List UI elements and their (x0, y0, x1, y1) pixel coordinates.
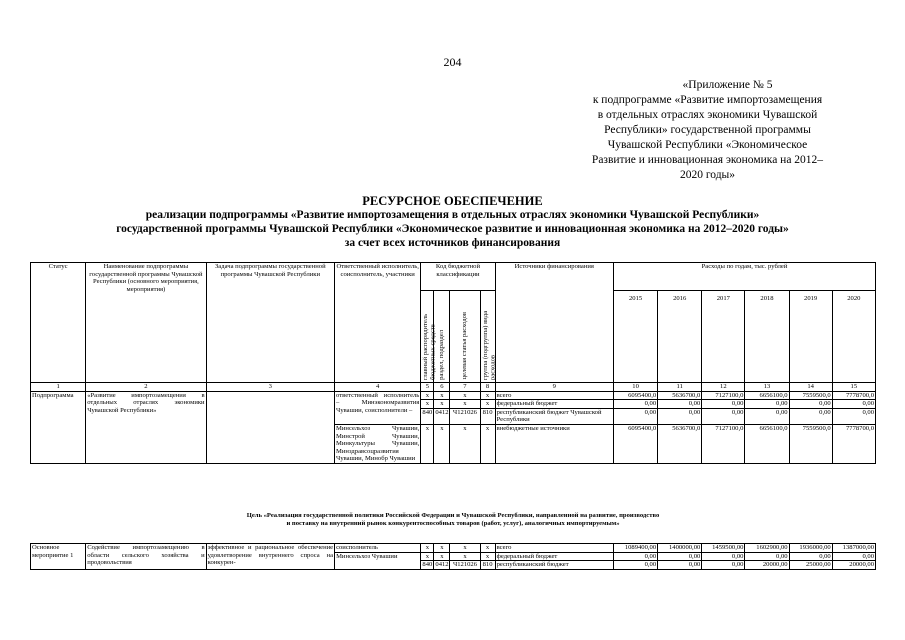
column-number: 4 (335, 383, 421, 392)
event-table (30, 543, 876, 570)
column-number: 7 (450, 383, 480, 392)
header-code-section: раздел, подраздел (434, 291, 450, 383)
goal-line: и поставку на внутренний рынок конкурентоспособных товаров (работ, услуг), аналогичных импортируемым» (286, 520, 620, 527)
column-number: 1 (31, 383, 86, 392)
cell-value: 5636700,0 (658, 424, 702, 463)
appendix-line: 2020 годы» (679, 169, 736, 181)
cell-value: 0,00 (789, 400, 832, 409)
cell-value: 0,00 (745, 552, 789, 561)
cell-value: 6656100,0 (745, 424, 789, 463)
cell-value: 0,00 (789, 552, 832, 561)
cell-grbs: x (421, 552, 434, 561)
cell-group: x (480, 424, 495, 463)
cell-value: 1602900,00 (745, 544, 789, 553)
cell-article: Ч121026 (450, 408, 480, 424)
cell-source: республиканский бюджет (495, 561, 613, 570)
cell-value: 7778700,0 (832, 424, 875, 463)
header-year: 2020 (832, 291, 875, 383)
event-executor-b: Минсельхоз Чувашии (335, 552, 421, 569)
cell-group: x (480, 391, 495, 400)
header-year: 2015 (614, 291, 658, 383)
header-year: 2017 (702, 291, 745, 383)
cell-article: Ч121026 (450, 561, 480, 570)
title-line: реализации подпрограммы «Развитие импортозамещения в отдельных отраслях экономики Чувашской Республики» (145, 209, 760, 221)
header-code-group: группа (подгруппа) вида расходов (480, 291, 495, 383)
header-year: 2016 (658, 291, 702, 383)
cell-group: 810 (480, 561, 495, 570)
header-expenses: Расходы по годам, тыс. рублей (614, 263, 876, 291)
goal-statement (30, 512, 876, 528)
cell-value: 0,00 (658, 400, 702, 409)
goal-line: Цель «Реализация государственной политики Российской Федерации и Чувашской Республики, направленной на развитие, производство (246, 512, 660, 519)
column-number: 15 (832, 383, 875, 392)
column-number: 14 (789, 383, 832, 392)
cell-value: 0,00 (613, 552, 657, 561)
cell-group: x (480, 544, 495, 553)
appendix-line: «Приложение № 5 (682, 79, 773, 91)
cell-value: 0,00 (702, 561, 745, 570)
cell-section: x (434, 552, 450, 561)
cell-source: всего (495, 391, 613, 400)
cell-value: 6095400,0 (614, 391, 658, 400)
resource-table (30, 262, 876, 464)
cell-article: x (450, 391, 480, 400)
cell-source: внебюджетные источники (495, 424, 613, 463)
cell-value: 1936000,00 (789, 544, 832, 553)
cell-group: 810 (480, 408, 495, 424)
cell-section: x (434, 424, 450, 463)
header-executor: Ответственный исполнитель, соисполнитель, участники (335, 263, 421, 383)
appendix-line: Чувашской Республики «Экономическое (607, 139, 808, 151)
cell-source: республиканский бюджет Чувашской Республики (495, 408, 613, 424)
column-number: 10 (614, 383, 658, 392)
header-year: 2019 (789, 291, 832, 383)
appendix-line: к подпрограмме «Развитие импортозамещения (592, 94, 823, 106)
appendix-line: Республики» государственной программы (604, 124, 811, 136)
table-row (31, 544, 876, 553)
appendix-line: Развитие и инновационная экономика на 2012– (591, 154, 824, 166)
subprogram-name: «Развитие импортозамещения в отдельных отраслях экономики Чувашской Республики» (86, 391, 206, 463)
cell-value: 7778700,0 (832, 391, 875, 400)
cell-section: 0412 (435, 561, 449, 569)
column-number: 9 (495, 383, 613, 392)
column-number: 12 (702, 383, 745, 392)
table-row (31, 391, 876, 400)
document-title (40, 194, 865, 250)
cell-article: x (450, 400, 480, 409)
cell-value: 0,00 (789, 408, 832, 424)
cell-section: 0412 (434, 408, 450, 424)
cell-value: 0,00 (702, 400, 745, 409)
page-number: 204 (443, 55, 462, 69)
cell-grbs: 840 (421, 408, 434, 424)
cell-value: 7127100,0 (702, 424, 745, 463)
cell-grbs: x (421, 391, 434, 400)
cell-value: 1400000,00 (658, 544, 702, 553)
cell-grbs: 840 (422, 561, 433, 569)
event-task: эффективное и рациональное обеспечение удовлетворение внутреннего спроса на конкурен- (206, 544, 334, 570)
cell-value: 6656100,0 (745, 391, 789, 400)
header-name: Наименование подпрограммы государственной программы Чувашской Республики (основного мероприятия, мероприятия) (86, 263, 206, 383)
cell-source: всего (495, 544, 613, 553)
subprogram-status: Подпрограмма (31, 391, 86, 463)
cell-value: 0,00 (613, 561, 657, 570)
header-budget-code: Код бюджетной классификации (421, 263, 495, 291)
cell-section: x (434, 544, 450, 553)
title-line: государственной программы Чувашской Республики «Экономическое развитие и инновационная экономика на 2012–2020 годы» (116, 223, 789, 235)
cell-group: x (480, 552, 495, 561)
header-status: Статус (31, 263, 86, 383)
cell-value: 0,00 (658, 552, 702, 561)
cell-grbs: x (421, 400, 434, 409)
cell-value: 0,00 (745, 400, 789, 409)
cell-value: 0,00 (614, 408, 658, 424)
header-code-grbs: главный распорядитель бюджетных средств (421, 291, 434, 383)
cell-value: 0,00 (658, 408, 702, 424)
cell-grbs: x (421, 424, 434, 463)
title-line: РЕСУРСНОЕ ОБЕСПЕЧЕНИЕ (362, 194, 543, 208)
cell-value: 6095400,0 (614, 424, 658, 463)
cell-grbs: x (421, 544, 434, 553)
appendix-note (560, 78, 855, 183)
cell-value: 25000,00 (789, 561, 832, 570)
cell-group: x (480, 400, 495, 409)
column-number: 11 (658, 383, 702, 392)
title-line: за счет всех источников финансирования (344, 237, 561, 249)
column-number: 8 (480, 383, 495, 392)
cell-value: 0,00 (614, 400, 658, 409)
header-year: 2018 (745, 291, 789, 383)
subprogram-executor-a: ответственный исполнитель – Минэкономразвития Чувашии, соисполнители – (335, 391, 421, 424)
cell-article: x (450, 552, 480, 561)
cell-source: федеральный бюджет (495, 400, 613, 409)
cell-source: федеральный бюджет (495, 552, 613, 561)
column-numbers-row (31, 383, 876, 392)
column-number: 2 (86, 383, 206, 392)
cell-value: 0,00 (702, 408, 745, 424)
cell-value: 20000,00 (745, 561, 789, 570)
cell-section: x (434, 400, 450, 409)
subprogram-task (206, 391, 334, 463)
cell-value: 0,00 (832, 552, 875, 561)
cell-value: 0,00 (745, 408, 789, 424)
cell-value: 1459500,00 (702, 544, 745, 553)
header-code-article: целевая статья расходов (450, 291, 480, 383)
cell-article: x (450, 544, 480, 553)
cell-value: 0,00 (832, 400, 875, 409)
cell-value: 7127100,0 (702, 391, 745, 400)
cell-value: 0,00 (658, 561, 702, 570)
event-status: Основное мероприятие 1 (31, 544, 86, 570)
cell-value: 20000,00 (832, 561, 875, 570)
event-name: Содействие импортозамещению в области сельского хозяйства и продовольствия (86, 544, 206, 570)
cell-value: 0,00 (702, 552, 745, 561)
cell-value: 7559500,0 (789, 424, 832, 463)
column-number: 5 (421, 383, 434, 392)
header-sources: Источники финансирования (495, 263, 613, 383)
column-number: 3 (206, 383, 334, 392)
cell-article: x (450, 424, 480, 463)
cell-value: 1387000,00 (832, 544, 875, 553)
appendix-line: в отдельных отраслях экономики Чувашской (597, 109, 818, 121)
header-task: Задача подпрограммы государственной программы Чувашской Республики (206, 263, 334, 383)
cell-value: 1089400,00 (613, 544, 657, 553)
cell-value: 5636700,0 (658, 391, 702, 400)
column-number: 13 (745, 383, 789, 392)
column-number: 6 (434, 383, 450, 392)
cell-value: 7559500,0 (789, 391, 832, 400)
cell-section: x (434, 391, 450, 400)
cell-value: 0,00 (832, 408, 875, 424)
subprogram-executor-b: Минсельхоз Чувашии, Минстрой Чувашии, Минкультуры Чувашии, Минздравсоцразвития Чувашии, Минобр Чувашии (336, 424, 420, 463)
event-executor-a: соисполнитель (335, 544, 421, 553)
